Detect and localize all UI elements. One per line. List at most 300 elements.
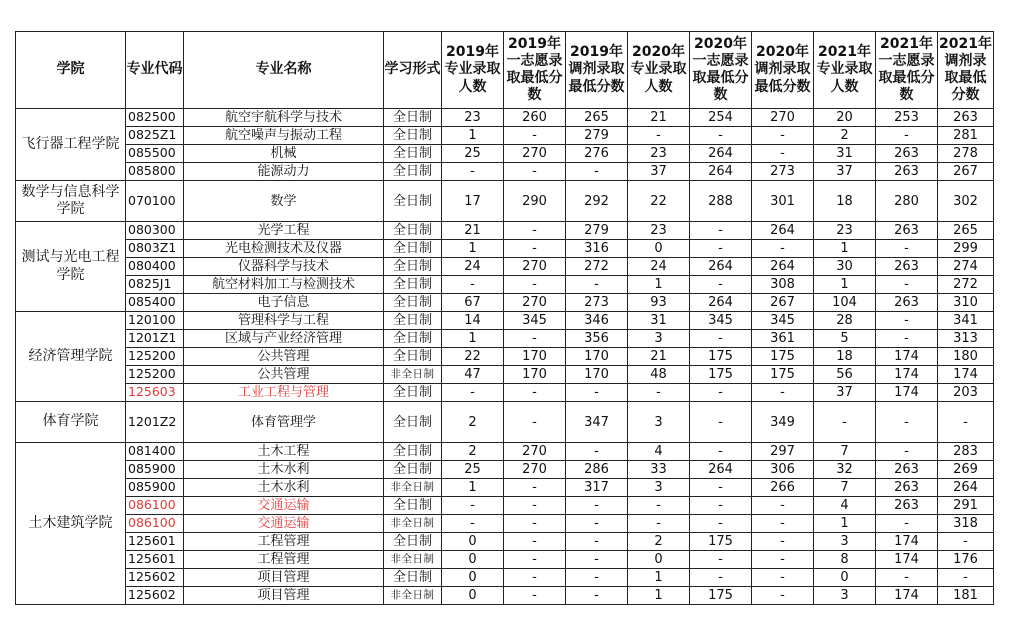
score-cell: 253 — [876, 109, 938, 127]
table-row — [16, 479, 994, 497]
score-cell: 273 — [752, 163, 814, 181]
college-name-cell: 体育学院 — [16, 402, 126, 443]
score-cell: 278 — [938, 145, 994, 163]
score-cell: 2 — [814, 127, 876, 145]
score-cell: - — [628, 497, 690, 515]
score-cell: 270 — [752, 109, 814, 127]
major-name-cell: 工程管理 — [184, 551, 384, 569]
score-cell: 175 — [690, 366, 752, 384]
score-cell: - — [690, 222, 752, 240]
score-cell: - — [566, 276, 628, 294]
score-cell: 37 — [814, 384, 876, 402]
study-mode-cell: 全日制 — [384, 461, 442, 479]
score-cell: 24 — [442, 258, 504, 276]
study-mode-cell: 全日制 — [384, 312, 442, 330]
score-cell: - — [566, 163, 628, 181]
score-cell: 286 — [566, 461, 628, 479]
score-cell: 345 — [690, 312, 752, 330]
score-cell: 24 — [628, 258, 690, 276]
major-code-cell: 0825J1 — [126, 276, 184, 294]
table-row — [16, 515, 994, 533]
score-cell: 299 — [938, 240, 994, 258]
score-cell: 1 — [814, 515, 876, 533]
score-cell: - — [504, 330, 566, 348]
score-cell: - — [504, 569, 566, 587]
college-name-cell: 数学与信息科学学院 — [16, 181, 126, 222]
score-cell: 21 — [442, 222, 504, 240]
table-row — [16, 533, 994, 551]
score-cell: 274 — [938, 258, 994, 276]
score-cell: 260 — [504, 109, 566, 127]
study-mode-cell: 全日制 — [384, 181, 442, 222]
header-study-mode: 学习形式 — [384, 32, 442, 109]
major-code-cell: 0825Z1 — [126, 127, 184, 145]
major-name-cell: 工程管理 — [184, 533, 384, 551]
score-cell: 7 — [814, 443, 876, 461]
score-cell: - — [504, 551, 566, 569]
score-cell: 1 — [442, 479, 504, 497]
score-cell: 297 — [752, 443, 814, 461]
score-cell: 264 — [690, 163, 752, 181]
major-name-cell: 项目管理 — [184, 587, 384, 605]
score-cell: 273 — [566, 294, 628, 312]
score-cell: 316 — [566, 240, 628, 258]
major-code-cell: 070100 — [126, 181, 184, 222]
score-cell: 3 — [814, 587, 876, 605]
score-cell: 280 — [876, 181, 938, 222]
score-cell: 18 — [814, 181, 876, 222]
admission-score-table — [15, 31, 994, 605]
score-cell: 175 — [752, 366, 814, 384]
score-cell: - — [690, 402, 752, 443]
study-mode-cell: 非全日制 — [384, 551, 442, 569]
study-mode-cell: 全日制 — [384, 402, 442, 443]
score-cell: 283 — [938, 443, 994, 461]
major-code-cell: 125601 — [126, 551, 184, 569]
score-cell: 263 — [876, 163, 938, 181]
score-cell: 270 — [504, 258, 566, 276]
score-cell: 361 — [752, 330, 814, 348]
score-cell: 0 — [814, 569, 876, 587]
college-name-cell: 测试与光电工程学院 — [16, 222, 126, 312]
major-name-cell: 数学 — [184, 181, 384, 222]
score-cell: 306 — [752, 461, 814, 479]
score-cell: - — [504, 384, 566, 402]
score-cell: 270 — [504, 145, 566, 163]
score-cell: 272 — [566, 258, 628, 276]
score-cell: - — [566, 551, 628, 569]
score-cell: 21 — [628, 348, 690, 366]
score-cell: - — [938, 533, 994, 551]
score-cell: - — [876, 569, 938, 587]
score-cell: 203 — [938, 384, 994, 402]
score-cell: - — [628, 384, 690, 402]
major-name-cell: 土木水利 — [184, 479, 384, 497]
major-name-cell: 航空材料加工与检测技术 — [184, 276, 384, 294]
score-cell: 170 — [566, 366, 628, 384]
score-cell: 25 — [442, 461, 504, 479]
score-cell: 3 — [628, 402, 690, 443]
score-cell: - — [504, 127, 566, 145]
score-cell: 301 — [752, 181, 814, 222]
score-cell: 4 — [628, 443, 690, 461]
study-mode-cell: 全日制 — [384, 240, 442, 258]
score-cell: 263 — [876, 479, 938, 497]
score-cell: - — [814, 402, 876, 443]
score-cell: 174 — [876, 348, 938, 366]
header-major-name: 专业名称 — [184, 32, 384, 109]
score-cell: 263 — [876, 222, 938, 240]
major-code-cell: 1201Z1 — [126, 330, 184, 348]
score-cell: - — [690, 384, 752, 402]
score-cell: 174 — [876, 384, 938, 402]
score-cell: - — [752, 587, 814, 605]
score-cell: 0 — [442, 533, 504, 551]
score-cell: 7 — [814, 479, 876, 497]
major-code-cell: 085500 — [126, 145, 184, 163]
study-mode-cell: 全日制 — [384, 258, 442, 276]
score-cell: 0 — [442, 551, 504, 569]
study-mode-cell: 全日制 — [384, 222, 442, 240]
major-code-cell: 120100 — [126, 312, 184, 330]
score-cell: 0 — [442, 587, 504, 605]
major-name-cell: 航空噪声与振动工程 — [184, 127, 384, 145]
score-cell: 56 — [814, 366, 876, 384]
score-cell: 23 — [442, 109, 504, 127]
major-code-cell: 085400 — [126, 294, 184, 312]
score-cell: 270 — [504, 443, 566, 461]
major-name-cell: 交通运输 — [184, 497, 384, 515]
score-cell: - — [752, 515, 814, 533]
header-row — [16, 32, 994, 109]
score-cell: 291 — [938, 497, 994, 515]
score-cell: - — [690, 551, 752, 569]
score-cell: 22 — [628, 181, 690, 222]
header-2020-first-choice-min: 2020年一志愿录取最低分数 — [690, 32, 752, 109]
major-name-cell: 光电检测技术及仪器 — [184, 240, 384, 258]
score-cell: 290 — [504, 181, 566, 222]
score-cell: 0 — [628, 551, 690, 569]
score-cell: 317 — [566, 479, 628, 497]
major-code-cell: 125603 — [126, 384, 184, 402]
score-cell: 1 — [628, 276, 690, 294]
major-name-cell: 土木工程 — [184, 443, 384, 461]
table-row — [16, 348, 994, 366]
score-cell: 345 — [504, 312, 566, 330]
major-name-cell: 项目管理 — [184, 569, 384, 587]
study-mode-cell: 全日制 — [384, 294, 442, 312]
major-name-cell: 体育管理学 — [184, 402, 384, 443]
major-code-cell: 086100 — [126, 497, 184, 515]
score-cell: 0 — [442, 569, 504, 587]
score-cell: 3 — [814, 533, 876, 551]
table-row — [16, 163, 994, 181]
score-cell: - — [876, 330, 938, 348]
score-cell: 254 — [690, 109, 752, 127]
table-row — [16, 366, 994, 384]
score-cell: 48 — [628, 366, 690, 384]
header-2021-first-choice-min: 2021年一志愿录取最低分数 — [876, 32, 938, 109]
score-cell: 1 — [628, 569, 690, 587]
major-name-cell: 光学工程 — [184, 222, 384, 240]
score-cell: - — [752, 569, 814, 587]
score-cell: 1 — [628, 587, 690, 605]
major-code-cell: 125602 — [126, 587, 184, 605]
table-row — [16, 109, 994, 127]
table-row — [16, 587, 994, 605]
score-cell: 22 — [442, 348, 504, 366]
score-cell: 47 — [442, 366, 504, 384]
score-cell: - — [752, 533, 814, 551]
score-cell: 263 — [876, 258, 938, 276]
score-cell: 170 — [566, 348, 628, 366]
college-name-cell: 土木建筑学院 — [16, 443, 126, 605]
score-cell: 1 — [442, 240, 504, 258]
score-cell: 170 — [504, 348, 566, 366]
major-name-cell: 仪器科学与技术 — [184, 258, 384, 276]
score-cell: 341 — [938, 312, 994, 330]
score-cell: 30 — [814, 258, 876, 276]
score-cell: - — [442, 163, 504, 181]
score-cell: - — [566, 533, 628, 551]
score-cell: - — [876, 443, 938, 461]
score-cell: 174 — [876, 587, 938, 605]
score-cell: - — [690, 240, 752, 258]
score-cell: 1 — [814, 240, 876, 258]
table-row — [16, 443, 994, 461]
table-row — [16, 312, 994, 330]
header-2021-admitted: 2021年专业录取人数 — [814, 32, 876, 109]
score-cell: - — [442, 515, 504, 533]
score-cell: 4 — [814, 497, 876, 515]
score-cell: 349 — [752, 402, 814, 443]
score-cell: - — [752, 384, 814, 402]
score-cell: - — [876, 515, 938, 533]
score-cell: - — [690, 569, 752, 587]
score-cell: 276 — [566, 145, 628, 163]
score-cell: 267 — [938, 163, 994, 181]
score-cell: 270 — [504, 294, 566, 312]
score-cell: - — [690, 479, 752, 497]
score-cell: 264 — [690, 294, 752, 312]
score-cell: - — [504, 240, 566, 258]
table-row — [16, 222, 994, 240]
score-cell: - — [876, 402, 938, 443]
score-cell: 313 — [938, 330, 994, 348]
score-cell: - — [504, 479, 566, 497]
score-cell: 356 — [566, 330, 628, 348]
score-cell: - — [938, 402, 994, 443]
score-cell: 175 — [752, 348, 814, 366]
table-row — [16, 294, 994, 312]
score-cell: 310 — [938, 294, 994, 312]
major-code-cell: 080300 — [126, 222, 184, 240]
score-cell: - — [566, 443, 628, 461]
score-cell: 308 — [752, 276, 814, 294]
score-cell: 181 — [938, 587, 994, 605]
score-cell: 14 — [442, 312, 504, 330]
score-cell: - — [752, 240, 814, 258]
score-cell: 263 — [876, 461, 938, 479]
table-row — [16, 240, 994, 258]
score-cell: 347 — [566, 402, 628, 443]
score-cell: - — [566, 587, 628, 605]
score-cell: - — [504, 533, 566, 551]
score-cell: 175 — [690, 533, 752, 551]
header-college: 学院 — [16, 32, 126, 109]
college-name-cell: 经济管理学院 — [16, 312, 126, 402]
major-name-cell: 土木水利 — [184, 461, 384, 479]
score-cell: - — [876, 276, 938, 294]
study-mode-cell: 非全日制 — [384, 587, 442, 605]
major-name-cell: 电子信息 — [184, 294, 384, 312]
score-cell: 263 — [876, 497, 938, 515]
score-cell: - — [752, 127, 814, 145]
score-cell: 174 — [876, 533, 938, 551]
score-cell: 281 — [938, 127, 994, 145]
study-mode-cell: 全日制 — [384, 276, 442, 294]
major-name-cell: 公共管理 — [184, 366, 384, 384]
major-code-cell: 125601 — [126, 533, 184, 551]
score-cell: 5 — [814, 330, 876, 348]
score-cell: 264 — [938, 479, 994, 497]
table-row — [16, 127, 994, 145]
score-cell: 3 — [628, 330, 690, 348]
major-name-cell: 工业工程与管理 — [184, 384, 384, 402]
score-cell: - — [504, 402, 566, 443]
score-cell: - — [566, 384, 628, 402]
score-cell: 175 — [690, 348, 752, 366]
major-name-cell: 公共管理 — [184, 348, 384, 366]
major-code-cell: 125602 — [126, 569, 184, 587]
score-cell: 288 — [690, 181, 752, 222]
major-code-cell: 125200 — [126, 366, 184, 384]
score-cell: 1 — [814, 276, 876, 294]
study-mode-cell: 非全日制 — [384, 366, 442, 384]
major-name-cell: 航空宇航科学与技术 — [184, 109, 384, 127]
score-cell: - — [566, 497, 628, 515]
score-cell: 23 — [628, 145, 690, 163]
score-cell: 180 — [938, 348, 994, 366]
score-cell: - — [504, 163, 566, 181]
score-cell: 37 — [814, 163, 876, 181]
score-cell: 20 — [814, 109, 876, 127]
score-cell: 176 — [938, 551, 994, 569]
score-cell: - — [504, 515, 566, 533]
major-code-cell: 085900 — [126, 479, 184, 497]
table-body — [16, 109, 994, 605]
study-mode-cell: 全日制 — [384, 497, 442, 515]
score-cell: 263 — [876, 145, 938, 163]
score-cell: 270 — [504, 461, 566, 479]
major-code-cell: 081400 — [126, 443, 184, 461]
score-cell: 272 — [938, 276, 994, 294]
score-cell: - — [442, 276, 504, 294]
major-name-cell: 区域与产业经济管理 — [184, 330, 384, 348]
score-cell: 93 — [628, 294, 690, 312]
score-cell: 174 — [876, 366, 938, 384]
header-2019-adjust-min: 2019年调剂录取最低分数 — [566, 32, 628, 109]
table-row — [16, 145, 994, 163]
score-cell: 8 — [814, 551, 876, 569]
score-cell: 1 — [442, 330, 504, 348]
score-cell: 31 — [814, 145, 876, 163]
header-2020-adjust-min: 2020年调剂录取最低分数 — [752, 32, 814, 109]
major-name-cell: 能源动力 — [184, 163, 384, 181]
study-mode-cell: 全日制 — [384, 443, 442, 461]
study-mode-cell: 全日制 — [384, 109, 442, 127]
score-cell: 302 — [938, 181, 994, 222]
score-cell: 264 — [690, 145, 752, 163]
score-cell: 2 — [628, 533, 690, 551]
study-mode-cell: 非全日制 — [384, 479, 442, 497]
score-cell: - — [504, 497, 566, 515]
score-cell: 266 — [752, 479, 814, 497]
score-cell: - — [752, 497, 814, 515]
header-code: 专业代码 — [126, 32, 184, 109]
score-cell: - — [504, 587, 566, 605]
score-cell: 23 — [814, 222, 876, 240]
score-cell: 17 — [442, 181, 504, 222]
score-cell: 263 — [876, 294, 938, 312]
score-cell: 104 — [814, 294, 876, 312]
score-cell: 279 — [566, 127, 628, 145]
study-mode-cell: 全日制 — [384, 163, 442, 181]
table-row — [16, 497, 994, 515]
score-cell: - — [752, 551, 814, 569]
study-mode-cell: 全日制 — [384, 330, 442, 348]
score-cell: 175 — [690, 587, 752, 605]
study-mode-cell: 全日制 — [384, 145, 442, 163]
score-cell: - — [690, 276, 752, 294]
major-code-cell: 082500 — [126, 109, 184, 127]
score-cell: 3 — [628, 479, 690, 497]
score-cell: - — [566, 515, 628, 533]
major-code-cell: 0803Z1 — [126, 240, 184, 258]
score-cell: 67 — [442, 294, 504, 312]
score-cell: 264 — [752, 222, 814, 240]
major-code-cell: 086100 — [126, 515, 184, 533]
study-mode-cell: 全日制 — [384, 348, 442, 366]
major-code-cell: 1201Z2 — [126, 402, 184, 443]
score-cell: 18 — [814, 348, 876, 366]
score-cell: 267 — [752, 294, 814, 312]
score-cell: 0 — [628, 240, 690, 258]
score-cell: - — [876, 312, 938, 330]
score-cell: 31 — [628, 312, 690, 330]
major-code-cell: 085900 — [126, 461, 184, 479]
table-row — [16, 569, 994, 587]
table-row — [16, 181, 994, 222]
score-cell: - — [504, 276, 566, 294]
major-code-cell: 080400 — [126, 258, 184, 276]
major-name-cell: 交通运输 — [184, 515, 384, 533]
table-row — [16, 402, 994, 443]
major-name-cell: 管理科学与工程 — [184, 312, 384, 330]
college-name-cell: 飞行器工程学院 — [16, 109, 126, 181]
study-mode-cell: 非全日制 — [384, 515, 442, 533]
score-cell: 32 — [814, 461, 876, 479]
study-mode-cell: 全日制 — [384, 384, 442, 402]
header-2019-admitted: 2019年专业录取人数 — [442, 32, 504, 109]
score-cell: 28 — [814, 312, 876, 330]
table-row — [16, 384, 994, 402]
score-cell: - — [690, 127, 752, 145]
score-cell: 269 — [938, 461, 994, 479]
score-cell: 264 — [690, 258, 752, 276]
score-cell: - — [690, 497, 752, 515]
study-mode-cell: 全日制 — [384, 569, 442, 587]
